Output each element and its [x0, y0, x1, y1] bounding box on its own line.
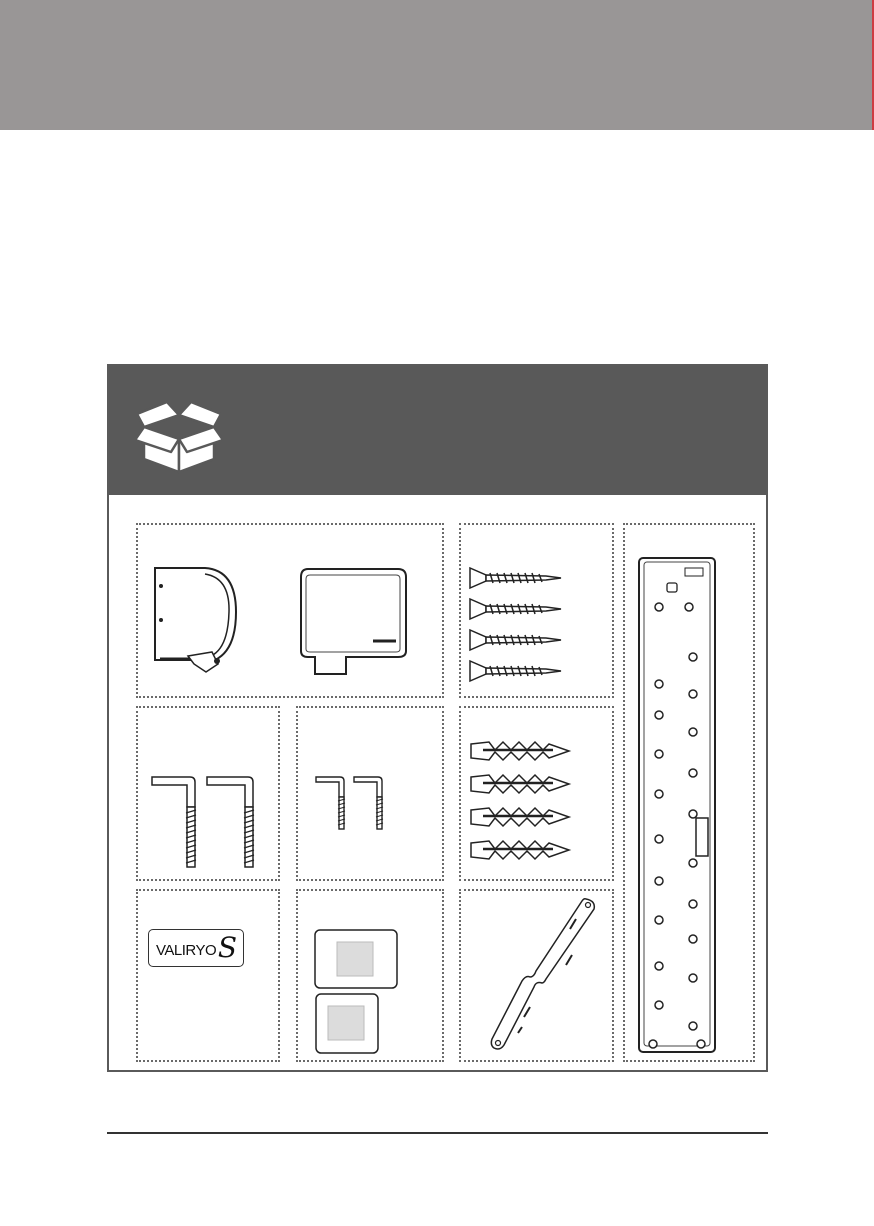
open-box-icon [136, 388, 222, 474]
bottom-rule [107, 1132, 768, 1134]
top-banner [0, 0, 872, 130]
end-cap-right-icon [298, 565, 413, 680]
bracket-icon [490, 897, 605, 1052]
logo-wordmark: VALIRYO [156, 942, 217, 959]
rail-icon [637, 556, 717, 1054]
logo-emblem-icon: S [217, 931, 237, 964]
large-hook-icon [150, 775, 260, 870]
pad-icon [312, 928, 402, 1056]
valiryo-logo-badge [148, 929, 244, 967]
screw-icon [466, 566, 566, 688]
package-contents-header [109, 366, 766, 495]
compartment-logo [136, 889, 280, 1062]
end-cap-left-icon [150, 560, 250, 675]
small-hook-icon [314, 775, 389, 835]
wall-plug-icon [469, 740, 574, 868]
